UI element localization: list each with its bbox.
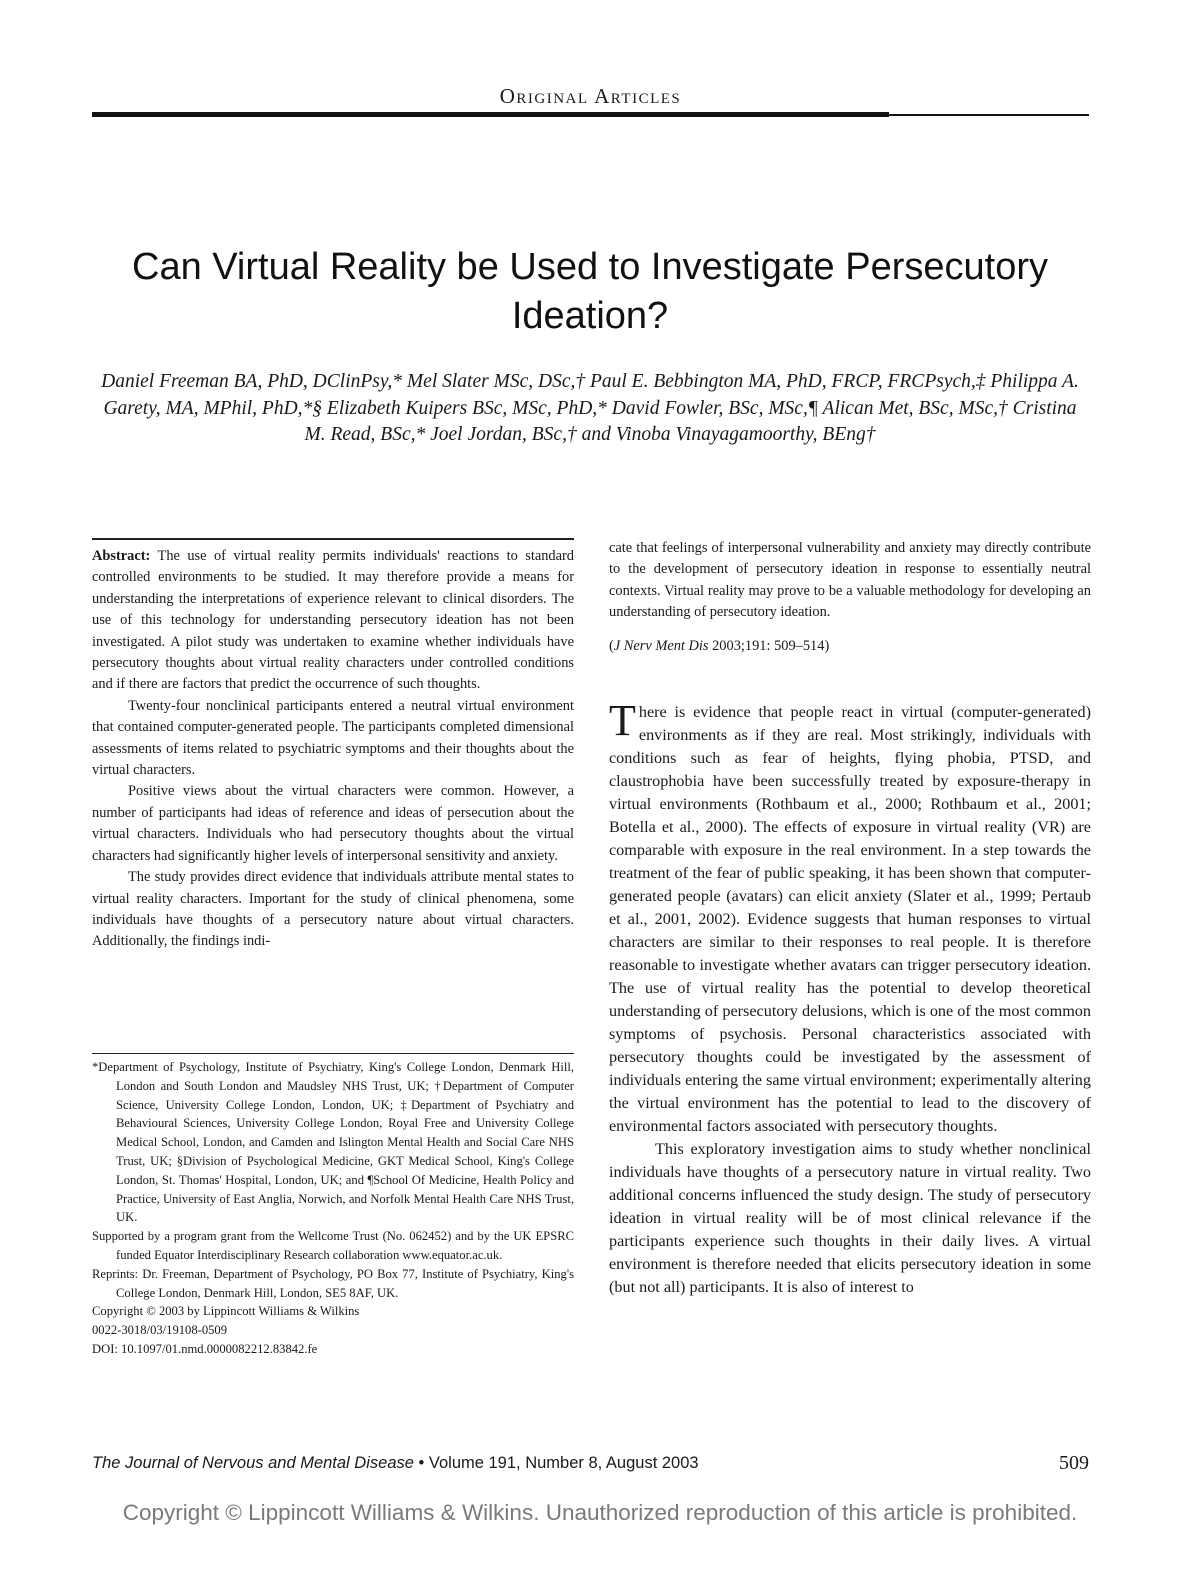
- abstract-left-column: [92, 546, 574, 953]
- body-paragraph-1: [609, 696, 1091, 1138]
- footer-journal-name: The Journal of Nervous and Mental Disease: [92, 1454, 414, 1472]
- footer-bullet: •: [418, 1454, 425, 1472]
- author-list: Daniel Freeman BA, PhD, DClinPsy,* Mel Slater MSc, DSc,† Paul E. Bebbington MA, PhD, FRCP, FRCPsych,‡ Philippa A. Garety, MA, MPhil, PhD,*§ Elizabeth Kuipers BSc, MSc, PhD,* David Fowler, BSc, MSc,¶ Alican Met, BSc, MSc,† Cristina M. Read, BSc,* Joel Jordan, BSc,† and Vinoba Vinayagamoorthy, BEng†: [101, 371, 1079, 445]
- abstract-paragraph-1: [92, 546, 574, 696]
- page-number: 509: [1059, 1452, 1089, 1474]
- abstract-rule: [92, 538, 574, 540]
- abstract-paragraph-2: Twenty-four nonclinical participants entered a neutral virtual environment that contained computer-generated people. The participants completed dimensional assessments of items related to psychiatric symptoms and their thoughts about the virtual characters.: [92, 697, 574, 779]
- footer-issue: Volume 191, Number 8, August 2003: [428, 1454, 699, 1472]
- copyright-watermark: Copyright © Lippincott Williams & Wilkins. Unauthorized reproduction of this article is prohibited.: [122, 1500, 1078, 1525]
- footnote-reprints: Reprints: Dr. Freeman, Department of Psychology, PO Box 77, Institute of Psychiatry, King's College London, Denmark Hill, London, SE5 8AF, UK.: [92, 1266, 574, 1300]
- footnote-doi: DOI: 10.1097/01.nmd.0000082212.83842.fe: [92, 1341, 318, 1356]
- abstract-right-column: [609, 538, 1091, 657]
- body-paragraph-2: This exploratory investigation aims to study whether nonclinical individuals have thoughts of a persecutory nature in virtual reality. Two additional concerns influenced the study design. The study of persecutory ideation in virtual reality will be of most clinical relevance if the participants experience such thoughts in their daily lives. A virtual environment is therefore needed that elicits persecutory ideation in some (but not all) participants. It is also of interest to: [609, 1140, 1091, 1296]
- citation-details: 2003;191: 509–514): [708, 637, 830, 654]
- header-rule-thin: [889, 114, 1089, 116]
- article-title: Can Virtual Reality be Used to Investigate Persecutory Ideation?: [132, 246, 1048, 337]
- section-header: [92, 84, 1089, 109]
- citation-journal: J Nerv Ment Dis: [613, 637, 709, 654]
- footnotes: [92, 1058, 574, 1359]
- footnote-affiliations: *Department of Psychology, Institute of Psychiatry, King's College London, Denmark Hill, London and South London and Maudsley NHS Trust, UK; †Department of Computer Science, University College London, London, UK; ‡Department of Psychiatry and Behavioural Sciences, University College London, Royal Free and University College Medical School, London, and Camden and Islington Mental Health and Social Care NHS Trust, UK; §Division of Psychological Medicine, GKT Medical School, King's College London, St. Thomas' Hospital, London, UK; and ¶School Of Medicine, Health Policy and Practice, University of East Anglia, Norwich, and Norfolk Mental Health Care NHS Trust, UK.: [92, 1060, 574, 1225]
- footnote-copyright: Copyright © 2003 by Lippincott Williams & Wilkins: [92, 1304, 360, 1319]
- abstract-paragraph-5: cate that feelings of interpersonal vulnerability and anxiety may directly contribute to the development of persecutory ideation in response to essentially neutral contexts. Virtual reality may prove to be a valuable methodology for developing an understanding of persecutory ideation.: [609, 540, 1091, 621]
- abstract-label: Abstract:: [92, 548, 151, 564]
- header-rule-thick: [92, 112, 889, 117]
- drop-cap: T: [609, 696, 636, 745]
- abstract-text-1: The use of virtual reality permits individuals' reactions to standard controlled environments to be studied. It may therefore provide a means for understanding the interpretations of experience relevant to clinical disorders. The use of this technology for understanding persecutory ideation has not been investigated. A pilot study was undertaken to examine whether individuals have persecutory thoughts about virtual reality characters under controlled conditions and if there are factors that predict the occurrence of such thoughts.: [92, 548, 574, 693]
- footnote-issn: 0022-3018/03/19108-0509: [92, 1323, 228, 1338]
- section-label: Original Articles: [499, 84, 682, 108]
- body-text-1: here is evidence that people react in virtual (computer-generated) environments as if they are real. Most strikingly, individuals with conditions such as fear of heights, flying phobia, PTSD, and claustrophobia have been successfully treated by exposure-therapy in virtual environments (Rothbaum et al., 2000; Rothbaum et al., 2001; Botella et al., 2000). The effects of exposure in virtual reality (VR) are comparable with exposure in the real environment. In a step towards the treatment of the fear of public speaking, it has been shown that computer-generated people (avatars) can elicit anxiety (Slater et al., 1999; Pertaub et al., 2001, 2002). Evidence suggests that human responses to virtual characters are similar to their responses to real people. It is therefore reasonable to investigate whether avatars can trigger persecutory ideation. The use of virtual reality has the potential to develop theoretical understanding of persecutory delusions, which is one of the most common symptoms of psychosis. Personal characteristics associated with persecutory thoughts could be investigated by the assessment of individuals entering the same virtual environment; experimentally altering the virtual environment has the potential to lead to the discovery of environmental factors associated with persecutory thoughts.: [609, 703, 1091, 1135]
- body-text: [609, 696, 1091, 1299]
- abstract-paragraph-4: The study provides direct evidence that individuals attribute mental states to virtual reality characters. Important for the study of clinical phenomena, some individuals have thoughts of a persecutory nature about virtual characters. Additionally, the findings indi-: [92, 869, 574, 950]
- journal-footer: [92, 1454, 1089, 1473]
- footnote-support: Supported by a program grant from the Wellcome Trust (No. 062452) and by the UK EPSRC funded Equator Interdisciplinary Research collaboration www.equator.ac.uk.: [92, 1229, 574, 1262]
- footnote-rule: [92, 1053, 574, 1054]
- citation: (J Nerv Ment Dis 2003;191: 509–514): [609, 637, 830, 654]
- abstract-paragraph-3: Positive views about the virtual characters were common. However, a number of participants had ideas of reference and ideas of persecution about the virtual characters. Individuals who had persecutory thoughts about the virtual characters had significantly higher levels of interpersonal sensitivity and anxiety.: [92, 783, 574, 864]
